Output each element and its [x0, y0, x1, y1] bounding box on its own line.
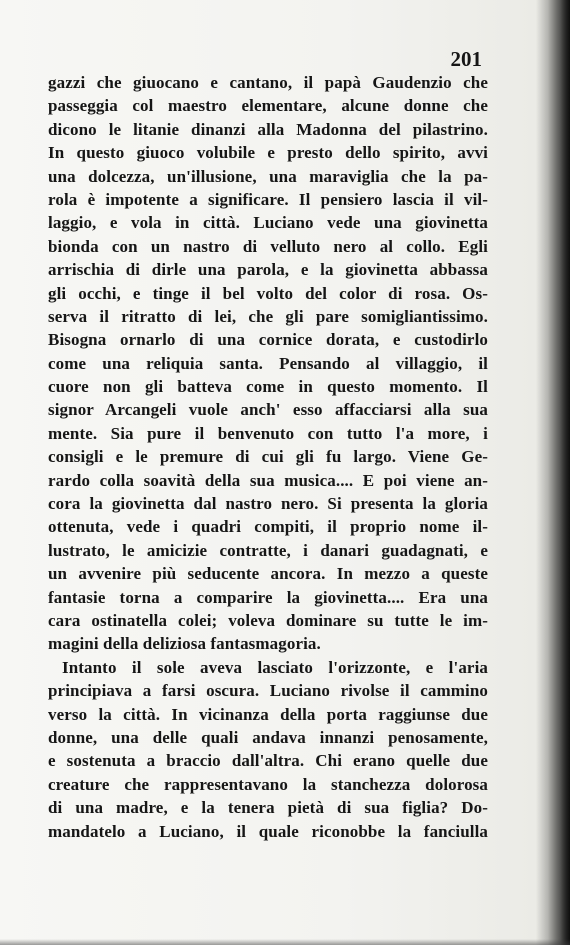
text-line: fantasie torna a comparire la giovinetta.... Era una [48, 587, 488, 607]
text-line: gli occhi, e tinge il bel volto del color di rosa. Os- [48, 283, 488, 303]
text-line: laggio, e vola in città. Luciano vede una giovinetta [48, 213, 488, 233]
page-bottom-shadow [0, 939, 570, 945]
text-line: principiava a farsi oscura. Luciano rivolse il cammino [48, 681, 488, 701]
text-line: cuore non gli batteva come in questo momento. Il [48, 377, 488, 397]
text-line: bionda con un nastro di velluto nero al collo. Egli [48, 236, 488, 256]
text-line: cara ostinatella colei; voleva dominare su tutte le im- [48, 610, 488, 630]
text-line: una dolcezza, un'illusione, una maraviglia che la pa- [48, 166, 488, 186]
text-line: Bisogna ornarlo di una cornice dorata, e custodirlo [48, 330, 488, 350]
text-line: come una reliquia santa. Pensando al villaggio, il [48, 353, 488, 373]
text-line: arrischia di dirle una parola, e la giovinetta abbassa [48, 260, 488, 280]
text-line: dicono le litanie dinanzi alla Madonna del pilastrino. [48, 119, 488, 139]
text-line: mandatelo a Luciano, il quale riconobbe la fanciulla [48, 821, 488, 841]
text-line: ottenuta, vede i quadri compiti, il proprio nome il- [48, 517, 488, 537]
text-line: gazzi che giuocano e cantano, il papà Gaudenzio che [48, 73, 488, 92]
body-text [48, 71, 488, 843]
text-line: lustrato, le amicizie contratte, i danari guadagnati, e [48, 540, 488, 560]
text-line: In questo giuoco volubile e presto dello spirito, avvi [48, 143, 488, 163]
text-line: donne, una delle quali andava innanzi penosamente, [48, 727, 488, 747]
text-line: signor Arcangeli vuole anch' esso affacciarsi alla sua [48, 400, 488, 420]
text-line: rardo colla soavità della sua musica.... E poi viene an- [48, 470, 488, 490]
text-line: di una madre, e la tenera pietà di sua figlia? Do- [48, 798, 488, 818]
text-line: un avvenire più seducente ancora. In mezzo a queste [48, 564, 488, 584]
text-line: Intanto il sole aveva lasciato l'orizzonte, e l'aria [62, 657, 488, 677]
page-number: 201 [450, 47, 482, 71]
text-line: mente. Sia pure il benvenuto con tutto l'a more, i [48, 423, 488, 443]
text-line: creature che rappresentavano la stanchezza dolorosa [48, 774, 488, 794]
text-line: serva il ritratto di lei, che gli pare somigliantissimo. [48, 306, 488, 326]
text-line: e sostenuta a braccio dall'altra. Chi erano quelle due [48, 751, 488, 771]
text-line: verso la città. In vicinanza della porta raggiunse due [48, 704, 488, 724]
page-edge-shadow [548, 0, 570, 945]
text-line: rola è impotente a significare. Il pensiero lascia il vil- [48, 189, 488, 209]
text-line: cora la giovinetta dal nastro nero. Si presenta la gloria [48, 494, 488, 514]
text-line: consigli e le premure di cui gli fu largo. Viene Ge- [48, 447, 488, 467]
text-line: magini della deliziosa fantasmagoria. [48, 634, 321, 654]
text-line: passeggia col maestro elementare, alcune donne che [48, 96, 488, 116]
